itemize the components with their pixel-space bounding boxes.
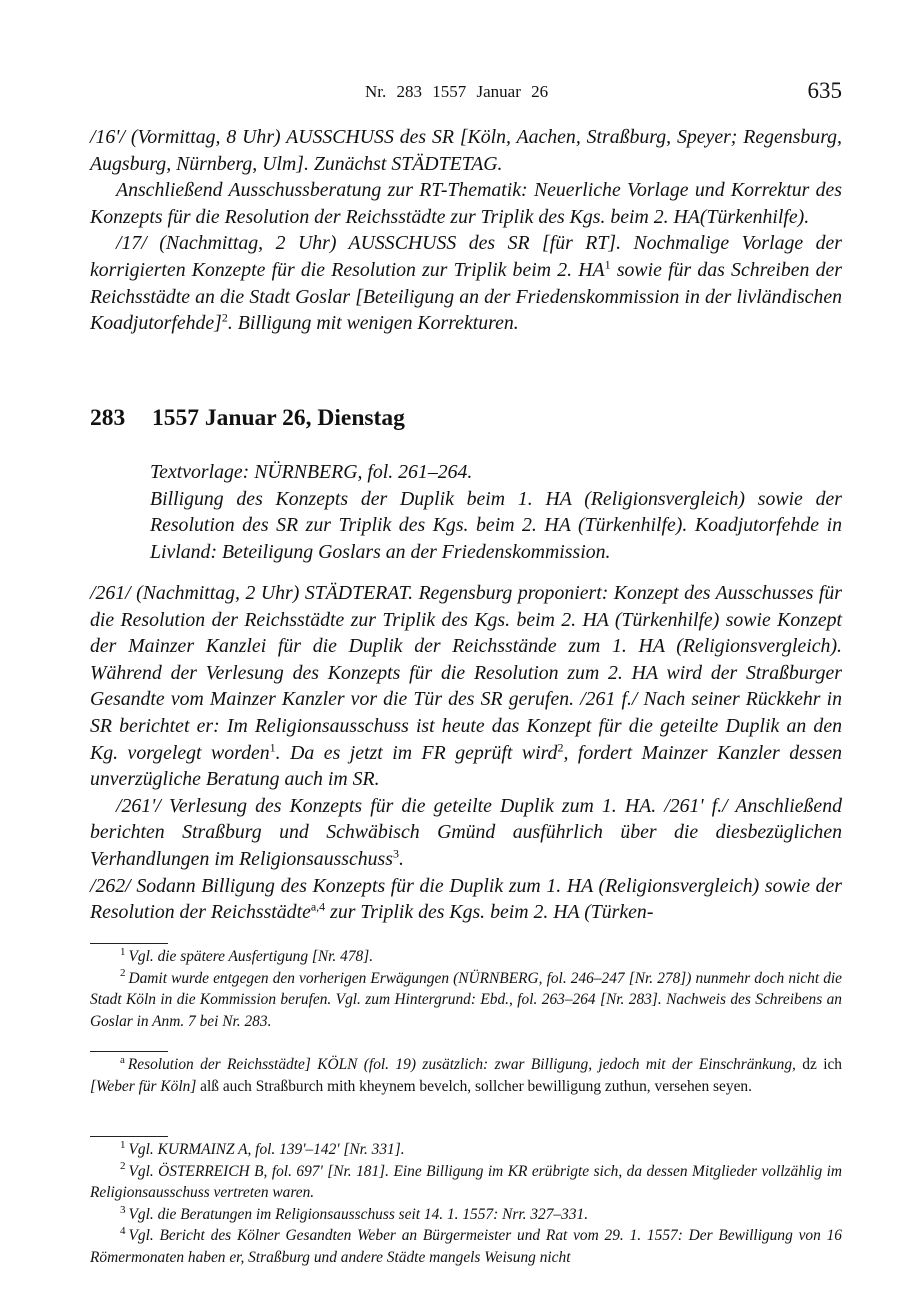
source-line: Textvorlage: NÜRNBERG, fol. 261–264. [150, 461, 473, 483]
textual-note [90, 1054, 842, 1097]
textual-note-mark: a [120, 1053, 125, 1066]
footnote-text: Vgl. die spätere Ausfertigung [Nr. 478]. [128, 948, 374, 965]
running-head-title: Nr. 283 1557 Januar 26 [365, 82, 549, 101]
footnote-mark: 2 [120, 967, 126, 980]
footnote-item [90, 1139, 842, 1161]
footnote-ref-main-2[interactable]: 2 [557, 739, 564, 754]
intro-text-block [90, 124, 842, 337]
footnote-item [90, 946, 842, 968]
regest-block [150, 459, 842, 565]
intro-p3-text-b: sowie für das Schreiben der Reichsstädte an die Stadt Goslar [Beteiligung an der Friedenskommission in der livländischen Koadjutorfehde] [90, 258, 842, 335]
intro-paragraph-3 [90, 230, 842, 336]
footnote-text: Vgl. die Beratungen im Religionsausschuss seit 14. 1. 1557: Nrr. 327–331. [128, 1205, 589, 1223]
intro-p3-text-c: . Billigung mit wenigen Korrekturen. [227, 312, 519, 335]
regest-summary: Billigung des Konzepts der Duplik beim 1. HA (Religionsvergleich) sowie der Resolution des SR zur Triplik des Kgs. beim 2. HA (Türkenhilfe). Koadjutorfehde in Livland: Beteiligung Goslars an der Friedenskommission. [150, 487, 842, 563]
footnote-text: Vgl. KURMAINZ A, fol. 139'–142' [Nr. 331]. [128, 1141, 405, 1158]
footnote-text: Vgl. ÖSTERREICH B, fol. 697' [Nr. 181]. Eine Billigung im KR erübrigte sich, da dessen Mitglieder vollzählig im Religionsausschuss vertreten waren. [90, 1162, 842, 1202]
textual-apparatus [90, 1054, 842, 1097]
footnote-rule-2 [90, 1051, 168, 1052]
intro-paragraph-1: /16'/ (Vormittag, 8 Uhr) AUSSCHUSS des SR [Köln, Aachen, Straßburg, Speyer; Regensburg, Augsburg, Nürnberg, Ulm]. Zunächst STÄDTETAG. [90, 126, 842, 175]
footnote-rule-3 [90, 1136, 168, 1137]
main-p2-text-a: /261'/ Verlesung des Konzepts für die geteilte Duplik zum 1. HA. /261' f./ Anschließend berichten Straßburg und Schwäbisch Gmünd ausführlich über die diesbezüglichen Verhandlungen im Religionsausschuss [90, 794, 842, 870]
footnote-text: Vgl. Bericht des Kölner Gesandten Weber an Bürgermeister und Rat vom 29. 1. 1557: Der Bewilligung von 16 Römermonaten haben er, Straßburg und andere Städte mangels Weisung nicht [90, 1227, 842, 1266]
textual-note-lemma: Resolution der Reichsstädte] KÖLN (fol. 19) zusätzlich: zwar Billigung, jedoch mit der Einschränkung, [127, 1056, 796, 1073]
main-paragraph-1 [90, 580, 842, 793]
footnote-rule-1 [90, 943, 168, 944]
intro-paragraph-2: Anschließend Ausschussberatung zur RT-Thematik: Neuerliche Vorlage und Korrektur des Konzepts für die Resolution der Reichsstädte zur Triplik des Kgs. beim 2. HA(Türkenhilfe). [90, 179, 842, 228]
footnote-mark: 1 [120, 945, 126, 958]
footnote-item [90, 968, 842, 1033]
main-p2-text-b: . [398, 847, 404, 870]
textual-note-quote-2: alß auch Straßburch mith kheynem bevelch, sollcher bewilligung zuthun, versehen seyen. [196, 1077, 752, 1095]
page-number: 635 [807, 78, 842, 103]
footnote-item [90, 1204, 842, 1226]
footnote-item [90, 1225, 842, 1268]
footnote-mark: 1 [120, 1138, 126, 1151]
main-p3-text-a: /262/ Sodann Billigung des Konzepts für die Duplik zum 1. HA (Religionsvergleich) sowie der Resolution der Reichsstädte [90, 874, 842, 924]
document-number: 283 [90, 405, 126, 431]
document-date: 1557 Januar 26, Dienstag [152, 405, 405, 431]
footnote-mark: 4 [120, 1225, 126, 1238]
main-p1-text-c: , fordert Mainzer Kanzler dessen unverzügliche Beratung auch im SR. [90, 741, 842, 791]
footnote-mark: 3 [120, 1203, 126, 1216]
running-header [90, 78, 842, 108]
main-text-block [90, 580, 842, 926]
footnotes-intro [90, 946, 842, 1032]
footnote-ref-2[interactable]: 2 [221, 310, 228, 325]
main-p1-text-b: . Da es jetzt im FR geprüft wird [275, 741, 558, 764]
footnote-text: Damit wurde entgegen den vorherigen Erwägungen (NÜRNBERG, fol. 246–247 [Nr. 278]) nunmehr doch nicht die Stadt Köln in die Kommission berufen. Vgl. zum Hintergrund: Ebd., fol. 263–264 [Nr. 283]. Nachweis des Schreibens an Goslar in Anm. 7 bei Nr. 283. [90, 969, 842, 1030]
footnotes-main [90, 1139, 842, 1269]
textual-note-quote-1: dz ich [795, 1056, 842, 1073]
main-p1-text-a: /261/ (Nachmittag, 2 Uhr) STÄDTERAT. Regensburg proponiert: Konzept des Ausschusses für die Resolution der Reichsstädte zur Triplik des Kgs. beim 2. HA (Türkenhilfe) sowie Konzept der Mainzer Kanzlei für die Duplik der Reichsstände zum 1. HA (Religionsvergleich). Während der Verlesung des Konzepts für die Resolution zum 2. HA wird der Straßburger Gesandte vom Mainzer Kanzler vor die Tür des SR gerufen. /261 f./ Nach seiner Rückkehr in SR berichtet er: Im Religionsausschuss ist heute das Konzept für die geteilte Duplik an den Kg. vorgelegt worden [90, 582, 842, 764]
intro-p3-text-a: /17/ (Nachmittag, 2 Uhr) AUSSCHUSS des SR [für RT]. Nochmalige Vorlage der korrigierten Konzepte für die Resolution zur Triplik beim 2. HA [90, 232, 842, 281]
footnote-mark: 2 [120, 1160, 126, 1173]
main-p3-text-b: zur Triplik des Kgs. beim 2. HA (Türken- [325, 901, 654, 924]
footnote-ref-main-3[interactable]: 3 [392, 846, 399, 861]
footnote-item [90, 1161, 842, 1204]
footnote-ref-main-1[interactable]: 1 [269, 739, 276, 754]
main-paragraph-2 [90, 793, 842, 873]
footnote-ref-1[interactable]: 1 [604, 257, 611, 272]
textual-note-editorial: [Weber für Köln] [90, 1077, 197, 1095]
footnote-ref-main-a4[interactable]: a,4 [310, 899, 326, 914]
document-heading [90, 405, 405, 432]
main-paragraph-3 [90, 873, 842, 926]
